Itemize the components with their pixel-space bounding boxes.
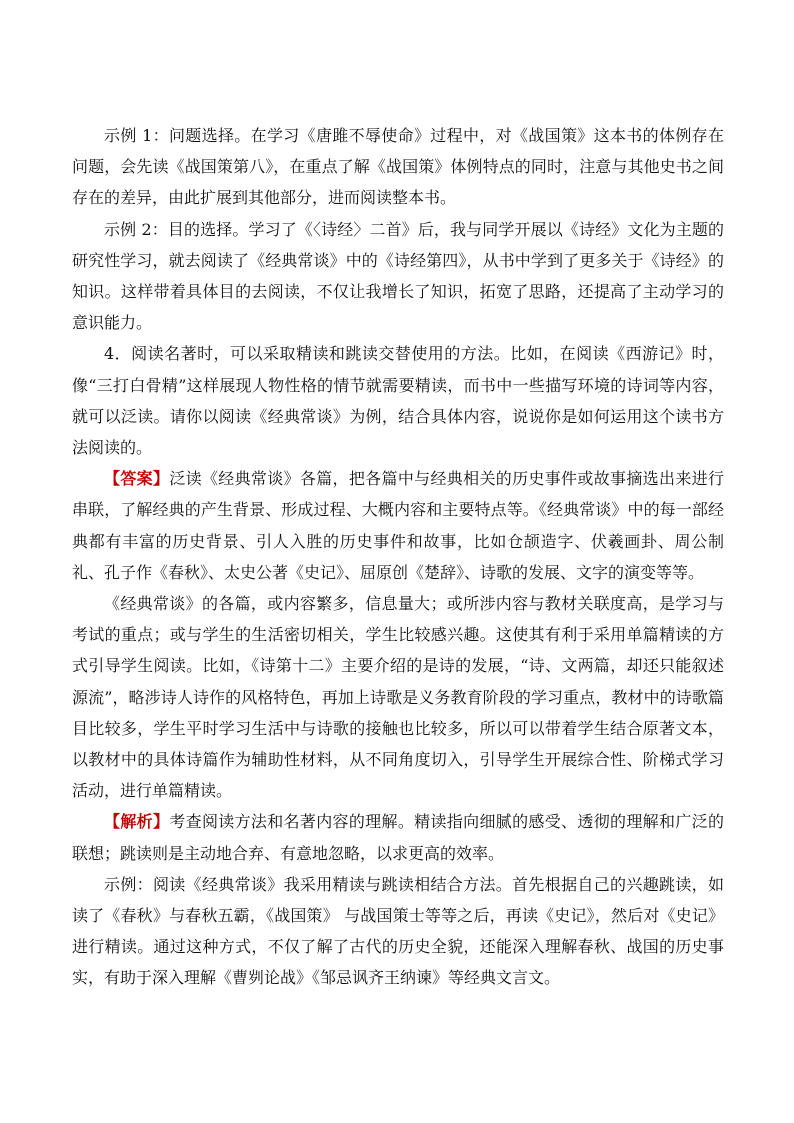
paragraph-analysis-example — [72, 869, 724, 994]
answer-tag: 【答案】 — [104, 469, 170, 489]
paragraph-example-2 — [72, 214, 724, 339]
paragraph-example-1 — [72, 120, 724, 214]
paragraph-text: 示例：阅读《经典常谈》我采用精读与跳读相结合方法。首先根据自己的兴趣跳读，如读了《春秋》与春秋五霸，《战国策》 与战国策士等等之后，再读《史记》，然后对《史记》进行精读。通过这种方式，不仅了解了古代的历史全貌，还能深入理解春秋、战国的历史事实，有助于深入理解《曹刿论战》《邹忌讽齐王纳谏》等经典文言文。 — [72, 874, 724, 988]
paragraph-analysis — [72, 806, 724, 868]
paragraph-text: 考查阅读方法和名著内容的理解。精读指向细腻的感受、透彻的理解和广泛的联想；跳读则是主动地合弃、有意地忽略，以求更高的效率。 — [72, 812, 724, 863]
paragraph-text: 示例 2：目的选择。学习了《〈诗经〉二首》后，我与同学开展以《诗经》文化为主题的研究性学习，就去阅读了《经典常谈》中的《诗经第四》，从书中学到了更多关于《诗经》的知识。这样带着具体目的去阅读，不仅让我增长了知识，拓宽了思路，还提高了主动学习的意识能力。 — [72, 219, 724, 333]
paragraph-text: 4．阅读名著时，可以采取精读和跳读交替使用的方法。比如，在阅读《西游记》时，像“三打白骨精”这样展现人物性格的情节就需要精读，而书中一些描写环境的诗词等内容，就可以泛读。请你以阅读《经典常谈》为例，结合具体内容，说说你是如何运用这个读书方法阅读的。 — [72, 344, 724, 458]
paragraph-answer-continued — [72, 588, 724, 806]
document-page — [72, 120, 724, 994]
paragraph-answer — [72, 463, 724, 588]
paragraph-text: 《经典常谈》的各篇，或内容繁多，信息量大；或所涉内容与教材关联度高，是学习与考试的重点；或与学生的生活密切相关，学生比较感兴趣。这使其有利于采用单篇精读的方式引导学生阅读。比如，《诗第十二》主要介绍的是诗的发展，“诗、文两篇，却还只能叙述源流”，略涉诗人诗作的风格特色，再加上诗歌是义务教育阶段的学习重点，教材中的诗歌篇目比较多，学生平时学习生活中与诗歌的接触也比较多，所以可以带着学生结合原著文本，以教材中的具体诗篇作为辅助性材料，从不同角度切入，引导学生开展综合性、阶梯式学习活动，进行单篇精读。 — [72, 594, 724, 801]
paragraph-question-4 — [72, 338, 724, 463]
paragraph-text: 泛读《经典常谈》各篇，把各篇中与经典相关的历史事件或故事摘选出来进行串联，了解经典的产生背景、形成过程、大概内容和主要特点等。《经典常谈》中的每一部经典都有丰富的历史背景、引人入胜的历史事件和故事，比如仓颉造字、伏羲画卦、周公制礼、孔子作《春秋》、太史公著《史记》、屈原创《楚辞》、诗歌的发展、文字的演变等等。 — [72, 469, 724, 582]
analysis-tag: 【解析】 — [104, 812, 170, 832]
paragraph-text: 示例 1：问题选择。在学习《唐雎不辱使命》过程中，对《战国策》这本书的体例存在问题，会先读《战国策第八》，在重点了解《战国策》体例特点的同时，注意与其他史书之间存在的差异，由此扩展到其他部分，进而阅读整本书。 — [72, 126, 724, 208]
